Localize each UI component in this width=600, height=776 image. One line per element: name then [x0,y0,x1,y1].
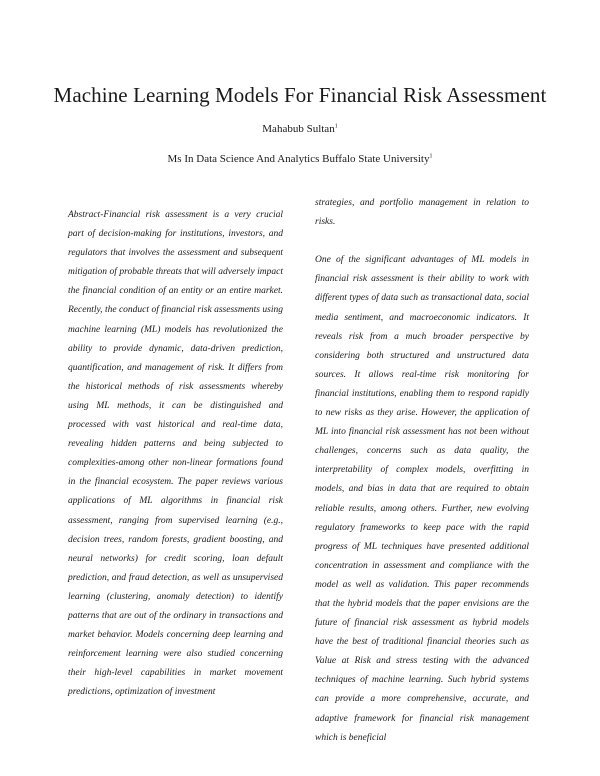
left-column [68,206,283,702]
affiliation-superscript: 1 [429,153,433,160]
abstract-continuation: strategies, and portfolio management in relation to risks. [315,198,529,228]
author-name: Mahabub Sultan [262,123,335,135]
body-paragraph: One of the significant advantages of ML models in financial risk assessment is their ability to work with different types of data such as transactional data, social media sentiment, and macroeconomic indicators. It reveals risk from a much broader perspective by considering both structured and unstructured data sources. It allows real-time risk monitoring for financial institutions, enabling them to respond rapidly to new risks as they arise. However, the application of ML into financial risk assessment has not been without challenges, concerns such as data quality, the interpretability of complex models, overfitting in models, and bias in data that are required to obtain reliable results, among others. Further, new evolving regulatory frameworks to keep pace with the rapid progress of ML techniques have presented additional concentration in assessment and compliance with the model as well as validation. This paper recommends that the hybrid models that the paper envisions are the future of financial risk assessment as hybrid models have the best of traditional financial theories such as Value at Risk and stress testing with the advanced techniques of machine learning. Such hybrid systems can provide a more comprehensive, accurate, and adaptive framework for financial risk management which is beneficial [315,255,529,743]
abstract-paragraph: Abstract-Financial risk assessment is a very crucial part of decision-making for institutions, investors, and regulators that involves the assessment and subsequent mitigation of probable threats that will adversely impact the financial condition of an entity or an entire market. Recently, the conduct of financial risk assessments using machine learning (ML) models has revolutionized the ability to provide dynamic, data-driven prediction, quantification, and management of risk. It differs from the historical methods of risk assessments whereby using ML methods, it can be distinguished and processed with vast historical and real-time data, revealing hidden patterns and being subjected to complexities-among other non-linear formations found in the financial ecosystem. The paper reviews various applications of ML algorithms in financial risk assessment, ranging from supervised learning (e.g., decision trees, random forests, gradient boosting, and neural networks) for credit scoring, loan default prediction, and fraud detection, as well as unsupervised learning (clustering, anomaly detection) to identify patterns that are out of the ordinary in transactions and market behavior. Models concerning deep learning and reinforcement learning were also studied concerning their high-level capabilities in market movement predictions, optimization of investment [68,210,283,698]
affiliation-line [0,153,600,165]
affiliation-text: Ms In Data Science And Analytics Buffalo State University [167,153,430,165]
author-superscript: 1 [334,123,338,130]
right-column [315,194,529,748]
author-line [0,123,600,135]
paper-title: Machine Learning Models For Financial Risk Assessment [53,83,547,107]
